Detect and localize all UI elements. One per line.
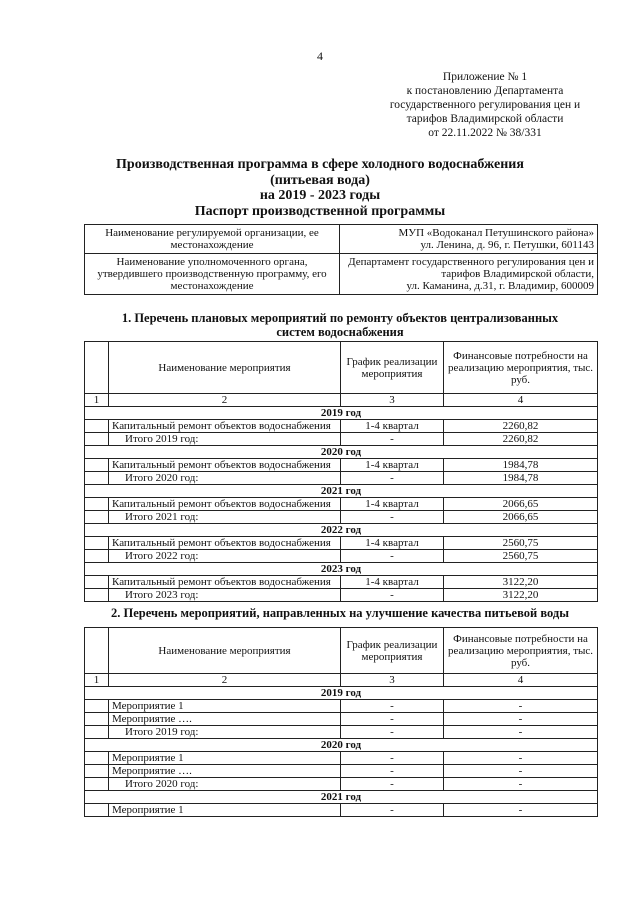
event-amount: - xyxy=(444,713,598,726)
table-header-row xyxy=(85,628,598,674)
total-schedule: - xyxy=(341,589,444,602)
table-row xyxy=(85,713,598,726)
column-number-row xyxy=(85,674,598,687)
appendix-block xyxy=(380,70,590,140)
year-label: 2021 год xyxy=(85,485,598,498)
total-amount: 3122,20 xyxy=(444,589,598,602)
passport-value-line: МУП «Водоканал Петушинского района» xyxy=(398,227,594,239)
passport-value-line: Департамент государственного регулирования цен и тарифов Владимирской области, xyxy=(348,256,594,280)
passport-row xyxy=(85,254,598,295)
total-label: Итого 2019 год: xyxy=(109,433,341,446)
appendix-line: тарифов Владимирской области xyxy=(406,113,564,125)
total-amount: - xyxy=(444,726,598,739)
event-schedule: - xyxy=(341,752,444,765)
event-name: Мероприятие …. xyxy=(109,765,341,778)
event-name: Мероприятие …. xyxy=(109,713,341,726)
event-schedule: 1-4 квартал xyxy=(341,420,444,433)
event-name: Мероприятие 1 xyxy=(109,700,341,713)
passport-value xyxy=(340,254,598,295)
total-row xyxy=(85,472,598,485)
total-label: Итого 2023 год: xyxy=(109,589,341,602)
column-number: 4 xyxy=(444,674,598,687)
header-col2: Наименование мероприятия xyxy=(109,628,341,674)
year-label: 2019 год xyxy=(85,687,598,700)
event-amount: 2066,65 xyxy=(444,498,598,511)
header-col3: График реализации мероприятия xyxy=(341,628,444,674)
appendix-line: от 22.11.2022 № 38/331 xyxy=(428,127,542,139)
column-number: 4 xyxy=(444,394,598,407)
event-name: Капитальный ремонт объектов водоснабжения xyxy=(109,498,341,511)
appendix-line: государственного регулирования цен и xyxy=(389,99,581,111)
event-name: Мероприятие 1 xyxy=(109,804,341,817)
column-number: 3 xyxy=(341,674,444,687)
passport-row xyxy=(85,225,598,254)
passport-value-line: ул. Ленина, д. 96, г. Петушки, 601143 xyxy=(420,239,594,251)
passport-value-line: ул. Каманина, д.31, г. Владимир, 600009 xyxy=(406,280,594,292)
total-row xyxy=(85,726,598,739)
column-number: 1 xyxy=(85,674,109,687)
total-row xyxy=(85,778,598,791)
header-col4: Финансовые потребности на реализацию мероприятия, тыс. руб. xyxy=(444,342,598,394)
table-row xyxy=(85,804,598,817)
event-schedule: 1-4 квартал xyxy=(341,459,444,472)
year-label: 2020 год xyxy=(85,446,598,459)
total-label: Итого 2019 год: xyxy=(109,726,341,739)
total-schedule: - xyxy=(341,433,444,446)
total-schedule: - xyxy=(341,511,444,524)
event-name: Капитальный ремонт объектов водоснабжения xyxy=(109,420,341,433)
header-col1 xyxy=(85,342,109,394)
total-schedule: - xyxy=(341,550,444,563)
event-amount: - xyxy=(444,700,598,713)
total-label: Итого 2020 год: xyxy=(109,472,341,485)
year-row xyxy=(85,446,598,459)
event-name: Мероприятие 1 xyxy=(109,752,341,765)
passport-table xyxy=(84,224,598,295)
total-label: Итого 2022 год: xyxy=(109,550,341,563)
column-number: 2 xyxy=(109,394,341,407)
title-line: Паспорт производственной программы xyxy=(194,203,446,219)
column-number: 3 xyxy=(341,394,444,407)
total-label: Итого 2020 год: xyxy=(109,778,341,791)
event-name: Капитальный ремонт объектов водоснабжения xyxy=(109,537,341,550)
total-amount: 2560,75 xyxy=(444,550,598,563)
year-row xyxy=(85,407,598,420)
year-label: 2020 год xyxy=(85,739,598,752)
year-row xyxy=(85,524,598,537)
total-schedule: - xyxy=(341,778,444,791)
event-amount: - xyxy=(444,765,598,778)
event-schedule: 1-4 квартал xyxy=(341,498,444,511)
event-schedule: - xyxy=(341,700,444,713)
table-row xyxy=(85,752,598,765)
total-row xyxy=(85,511,598,524)
title-line: (питьевая вода) xyxy=(270,172,370,188)
event-schedule: 1-4 квартал xyxy=(341,576,444,589)
total-amount: 1984,78 xyxy=(444,472,598,485)
total-amount: 2260,82 xyxy=(444,433,598,446)
table-row xyxy=(85,537,598,550)
table-row xyxy=(85,700,598,713)
section1-title-line: 1. Перечень плановых мероприятий по ремонту объектов централизованных xyxy=(121,311,559,325)
title-line: Производственная программа в сфере холодного водоснабжения xyxy=(116,157,524,172)
passport-label: Наименование уполномоченного органа, утвердившего производственную программу, его местонахождение xyxy=(85,254,340,295)
table-header-row xyxy=(85,342,598,394)
year-row xyxy=(85,563,598,576)
section1-title xyxy=(80,311,600,339)
event-amount: - xyxy=(444,752,598,765)
document-title xyxy=(60,157,580,219)
appendix-line: Приложение № 1 xyxy=(442,71,528,83)
header-col1 xyxy=(85,628,109,674)
section1-title-line: систем водоснабжения xyxy=(276,325,404,339)
section1-table xyxy=(84,341,598,602)
event-schedule: - xyxy=(341,765,444,778)
appendix-line: к постановлению Департамента xyxy=(406,85,564,97)
year-row xyxy=(85,739,598,752)
page-number: 4 xyxy=(317,49,323,63)
table-row xyxy=(85,765,598,778)
event-amount: 2560,75 xyxy=(444,537,598,550)
header-col2: Наименование мероприятия xyxy=(109,342,341,394)
year-label: 2019 год xyxy=(85,407,598,420)
event-schedule: - xyxy=(341,713,444,726)
section2-title xyxy=(80,606,600,620)
section2-title-line: 2. Перечень мероприятий, направленных на улучшение качества питьевой воды xyxy=(111,606,569,620)
column-number: 2 xyxy=(109,674,341,687)
year-row xyxy=(85,687,598,700)
year-label: 2023 год xyxy=(85,563,598,576)
column-number: 1 xyxy=(85,394,109,407)
table-row xyxy=(85,498,598,511)
total-amount: 2066,65 xyxy=(444,511,598,524)
event-name: Капитальный ремонт объектов водоснабжения xyxy=(109,459,341,472)
column-number-row xyxy=(85,394,598,407)
section2-table xyxy=(84,627,598,817)
event-name: Капитальный ремонт объектов водоснабжения xyxy=(109,576,341,589)
header-col3: График реализации мероприятия xyxy=(341,342,444,394)
total-row xyxy=(85,589,598,602)
event-amount: 1984,78 xyxy=(444,459,598,472)
header-col4: Финансовые потребности на реализацию мероприятия, тыс. руб. xyxy=(444,628,598,674)
year-label: 2022 год xyxy=(85,524,598,537)
event-schedule: - xyxy=(341,804,444,817)
year-row xyxy=(85,485,598,498)
year-label: 2021 год xyxy=(85,791,598,804)
total-schedule: - xyxy=(341,726,444,739)
passport-value xyxy=(340,225,598,254)
event-amount: 3122,20 xyxy=(444,576,598,589)
event-amount: - xyxy=(444,804,598,817)
event-amount: 2260,82 xyxy=(444,420,598,433)
title-line: на 2019 - 2023 годы xyxy=(259,188,381,203)
total-row xyxy=(85,550,598,563)
total-row xyxy=(85,433,598,446)
year-row xyxy=(85,791,598,804)
total-amount: - xyxy=(444,778,598,791)
table-row xyxy=(85,576,598,589)
table-row xyxy=(85,420,598,433)
total-label: Итого 2021 год: xyxy=(109,511,341,524)
total-schedule: - xyxy=(341,472,444,485)
passport-label: Наименование регулируемой организации, ее местонахождение xyxy=(85,225,340,254)
table-row xyxy=(85,459,598,472)
event-schedule: 1-4 квартал xyxy=(341,537,444,550)
